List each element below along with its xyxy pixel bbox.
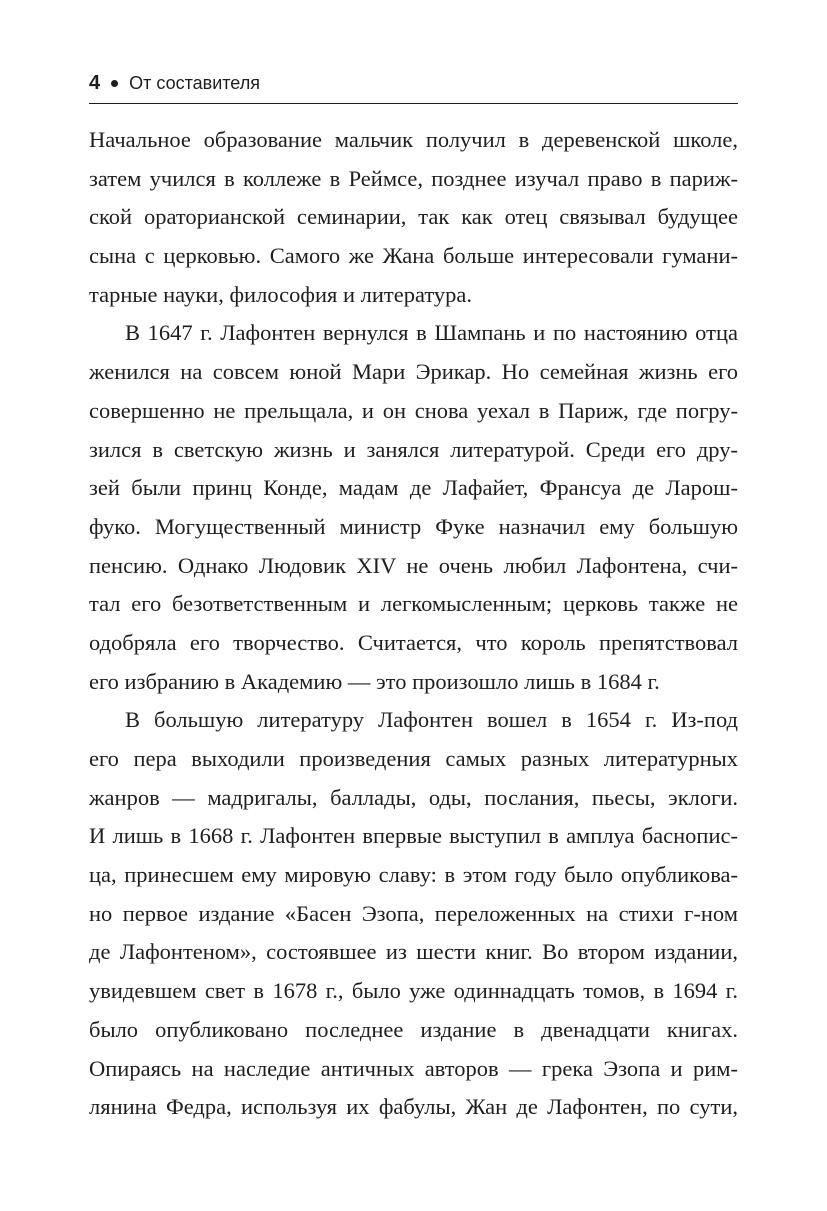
- text-line: сына с церковью. Самого же Жана больше интересовали гумани-: [89, 243, 738, 269]
- text-line: ской ораторианской семинарии, так как отец связывал будущее: [89, 204, 738, 230]
- text-line: пенсию. Однако Людовик XIV не очень любил Лафонтена, счи-: [89, 552, 738, 578]
- text-line: фуко. Могущественный министр Фуке назначил ему большую: [89, 513, 738, 539]
- text-line: ца, принесшем ему мировую славу: в этом году было опубликова-: [89, 862, 738, 888]
- text-line: лянина Федра, используя их фабулы, Жан де Лафонтен, по сути,: [89, 1094, 738, 1120]
- text-line: было опубликовано последнее издание в двенадцати книгах.: [89, 1016, 738, 1042]
- text-line: зился в светскую жизнь и занялся литературой. Среди его дру-: [89, 436, 738, 462]
- text-line: зей были принц Конде, мадам де Лафайет, Франсуа де Ларош-: [89, 475, 738, 501]
- text-line: В большую литературу Лафонтен вошел в 1654 г. Из-под: [125, 707, 738, 733]
- text-line: тал его безответственным и легкомысленным; церковь также не: [89, 591, 738, 617]
- paragraph: [89, 314, 738, 701]
- page-number: 4: [89, 72, 101, 94]
- text-line: увидевшем свет в 1678 г., было уже одиннадцать томов, в 1694 г.: [89, 978, 738, 1004]
- paragraph: [89, 121, 738, 314]
- text-line: его пера выходили произведения самых разных литературных: [89, 746, 738, 771]
- text-line: И лишь в 1668 г. Лафонтен впервые выступил в амплуа баснопис-: [89, 823, 738, 849]
- text-line: де Лафонтеном», состоявшее из шести книг. Во втором издании,: [89, 939, 738, 965]
- body-text: [89, 121, 738, 1127]
- text-line: женился на совсем юной Мари Эрикар. Но семейная жизнь его: [89, 359, 738, 385]
- text-line: Опираясь на наследие античных авторов — грека Эзопа и рим-: [89, 1055, 738, 1081]
- text-line: но первое издание «Басен Эзопа, переложенных на стихи г-ном: [89, 900, 738, 926]
- text-line: его избранию в Академию — это произошло лишь в 1684 г.: [89, 668, 660, 694]
- paragraph: [89, 701, 738, 1127]
- text-line: тарные науки, философия и литература.: [89, 281, 473, 307]
- text-line: Начальное образование мальчик получил в деревенской школе,: [89, 127, 738, 152]
- bullet-separator-icon: [111, 80, 118, 87]
- running-header: [89, 68, 738, 98]
- text-line: затем учился в коллеже в Реймсе, позднее изучал право в париж-: [89, 165, 738, 191]
- text-line: одобряла его творчество. Считается, что король препятствовал: [89, 629, 738, 655]
- text-line: В 1647 г. Лафонтен вернулся в Шампань и по настоянию отца: [125, 320, 738, 346]
- header-rule: [89, 103, 738, 104]
- text-line: жанров — мадригалы, баллады, оды, послания, пьесы, эклоги.: [89, 784, 738, 810]
- text-line: совершенно не прельщала, и он снова уехал в Париж, где погру-: [89, 397, 738, 423]
- section-title: От составителя: [129, 73, 260, 93]
